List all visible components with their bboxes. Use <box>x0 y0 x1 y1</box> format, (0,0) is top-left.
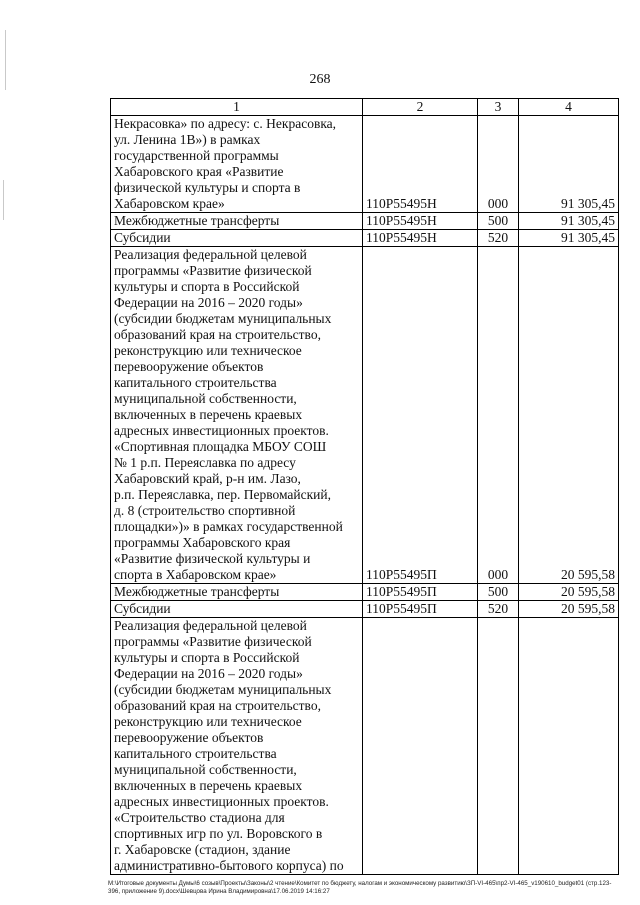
amount-value: 20 595,58 <box>519 567 619 584</box>
row-description <box>111 247 363 568</box>
page-number: 268 <box>309 72 331 87</box>
table-row <box>111 247 619 568</box>
amount-value: 91 305,45 <box>519 230 619 247</box>
budget-table <box>110 98 619 875</box>
description-line: Хабаровский край, р-н им. Лазо, <box>114 471 301 486</box>
table-header-row <box>111 99 619 116</box>
expense-type-code: 520 <box>478 230 519 247</box>
description-line: программы «Развитие физической <box>114 634 312 649</box>
description-line: (субсидии бюджетам муниципальных <box>114 311 332 326</box>
description-line: культуры и спорта в Российской <box>114 279 300 294</box>
amount-value: 91 305,45 <box>519 196 619 213</box>
description-line: административно-бытового корпуса) по <box>114 858 344 873</box>
scan-margin-mark <box>3 180 4 220</box>
description-line: Федерации на 2016 – 2020 годы» <box>114 666 303 681</box>
table-row <box>111 116 619 197</box>
description-line: образований края на строительство, <box>114 327 321 342</box>
column-number-header: 2 <box>363 99 478 116</box>
description-line: включенных в перечень краевых <box>114 778 303 793</box>
description-line: реконструкцию или техническое <box>114 714 302 729</box>
target-article-code: 110P55495H <box>363 213 478 230</box>
amount-cell <box>519 247 619 568</box>
row-label: Субсидии <box>111 601 363 618</box>
expense-type-code: 520 <box>478 601 519 618</box>
description-line: программы «Развитие физической <box>114 263 312 278</box>
table-row <box>111 567 619 584</box>
description-line: государственной программы <box>114 148 279 163</box>
description-line: спортивных игр по ул. Воровского в <box>114 826 323 841</box>
target-article-code: 110P55495П <box>363 567 478 584</box>
description-line: реконструкцию или техническое <box>114 343 302 358</box>
code-cell <box>363 247 478 568</box>
description-line: адресных инвестиционных проектов. <box>114 794 329 809</box>
type-cell <box>478 247 519 568</box>
row-description-last-line: Хабаровском крае» <box>111 196 363 213</box>
description-line: адресных инвестиционных проектов. <box>114 423 329 438</box>
document-path-footer: M:\Итоговые документы Думы\6 созыв\Проекты\Законы\2 чтение\Комитет по бюджету, налогам и экономическому развитию\ЗП-VI-465\пр2-VI-465_v190610_budget01 (стр.123-396, приложение 9).docx\Шевцова Ирина Владимировна\17.06.2019 14:16:27 <box>108 880 612 895</box>
table-row <box>111 601 619 618</box>
row-description-last-line: спорта в Хабаровском крае» <box>111 567 363 584</box>
table-row <box>111 230 619 247</box>
description-line: перевооружение объектов <box>114 730 264 745</box>
target-article-code: 110P55495H <box>363 230 478 247</box>
table-row <box>111 213 619 230</box>
row-label: Субсидии <box>111 230 363 247</box>
table-row <box>111 584 619 601</box>
description-line: Хабаровского края «Развитие <box>114 164 284 179</box>
column-number-header: 4 <box>519 99 619 116</box>
code-cell <box>363 618 478 875</box>
expense-type-code: 000 <box>478 567 519 584</box>
description-line: «Строительство стадиона для <box>114 810 285 825</box>
amount-value: 91 305,45 <box>519 213 619 230</box>
description-line: № 1 р.п. Переяславка по адресу <box>114 455 296 470</box>
amount-cell <box>519 116 619 197</box>
expense-type-code: 500 <box>478 584 519 601</box>
column-number-header: 1 <box>111 99 363 116</box>
description-line: (субсидии бюджетам муниципальных <box>114 682 332 697</box>
table-row <box>111 618 619 875</box>
description-line: капитального строительства <box>114 375 277 390</box>
description-line: Федерации на 2016 – 2020 годы» <box>114 295 303 310</box>
description-line: «Развитие физической культуры и <box>114 551 311 566</box>
amount-cell <box>519 618 619 875</box>
description-line: муниципальной собственности, <box>114 762 297 777</box>
target-article-code: 110P55495H <box>363 196 478 213</box>
description-line: Некрасовка» по адресу: с. Некрасовка, <box>114 116 337 131</box>
table-row <box>111 196 619 213</box>
target-article-code: 110P55495П <box>363 584 478 601</box>
description-line: Реализация федеральной целевой <box>114 618 307 633</box>
description-line: р.п. Переяславка, пер. Первомайский, <box>114 487 332 502</box>
expense-type-code: 000 <box>478 196 519 213</box>
row-description <box>111 116 363 197</box>
amount-value: 20 595,58 <box>519 584 619 601</box>
row-label: Межбюджетные трансферты <box>111 584 363 601</box>
type-cell <box>478 116 519 197</box>
description-line: перевооружение объектов <box>114 359 264 374</box>
description-line: включенных в перечень краевых <box>114 407 303 422</box>
row-description <box>111 618 363 875</box>
row-label: Межбюджетные трансферты <box>111 213 363 230</box>
description-line: «Спортивная площадка МБОУ СОШ <box>114 439 327 454</box>
expense-type-code: 500 <box>478 213 519 230</box>
description-line: Реализация федеральной целевой <box>114 247 307 262</box>
description-line: муниципальной собственности, <box>114 391 297 406</box>
description-line: д. 8 (строительство спортивной <box>114 503 296 518</box>
type-cell <box>478 618 519 875</box>
description-line: образований края на строительство, <box>114 698 321 713</box>
description-line: капитального строительства <box>114 746 277 761</box>
description-line: г. Хабаровске (стадион, здание <box>114 842 291 857</box>
target-article-code: 110P55495П <box>363 601 478 618</box>
description-line: программы Хабаровского края <box>114 535 291 550</box>
description-line: культуры и спорта в Российской <box>114 650 300 665</box>
code-cell <box>363 116 478 197</box>
description-line: площадки»)» в рамках государственной <box>114 519 343 534</box>
column-number-header: 3 <box>478 99 519 116</box>
amount-value: 20 595,58 <box>519 601 619 618</box>
description-line: ул. Ленина 1В») в рамках <box>114 132 261 147</box>
description-line: физической культуры и спорта в <box>114 180 301 195</box>
